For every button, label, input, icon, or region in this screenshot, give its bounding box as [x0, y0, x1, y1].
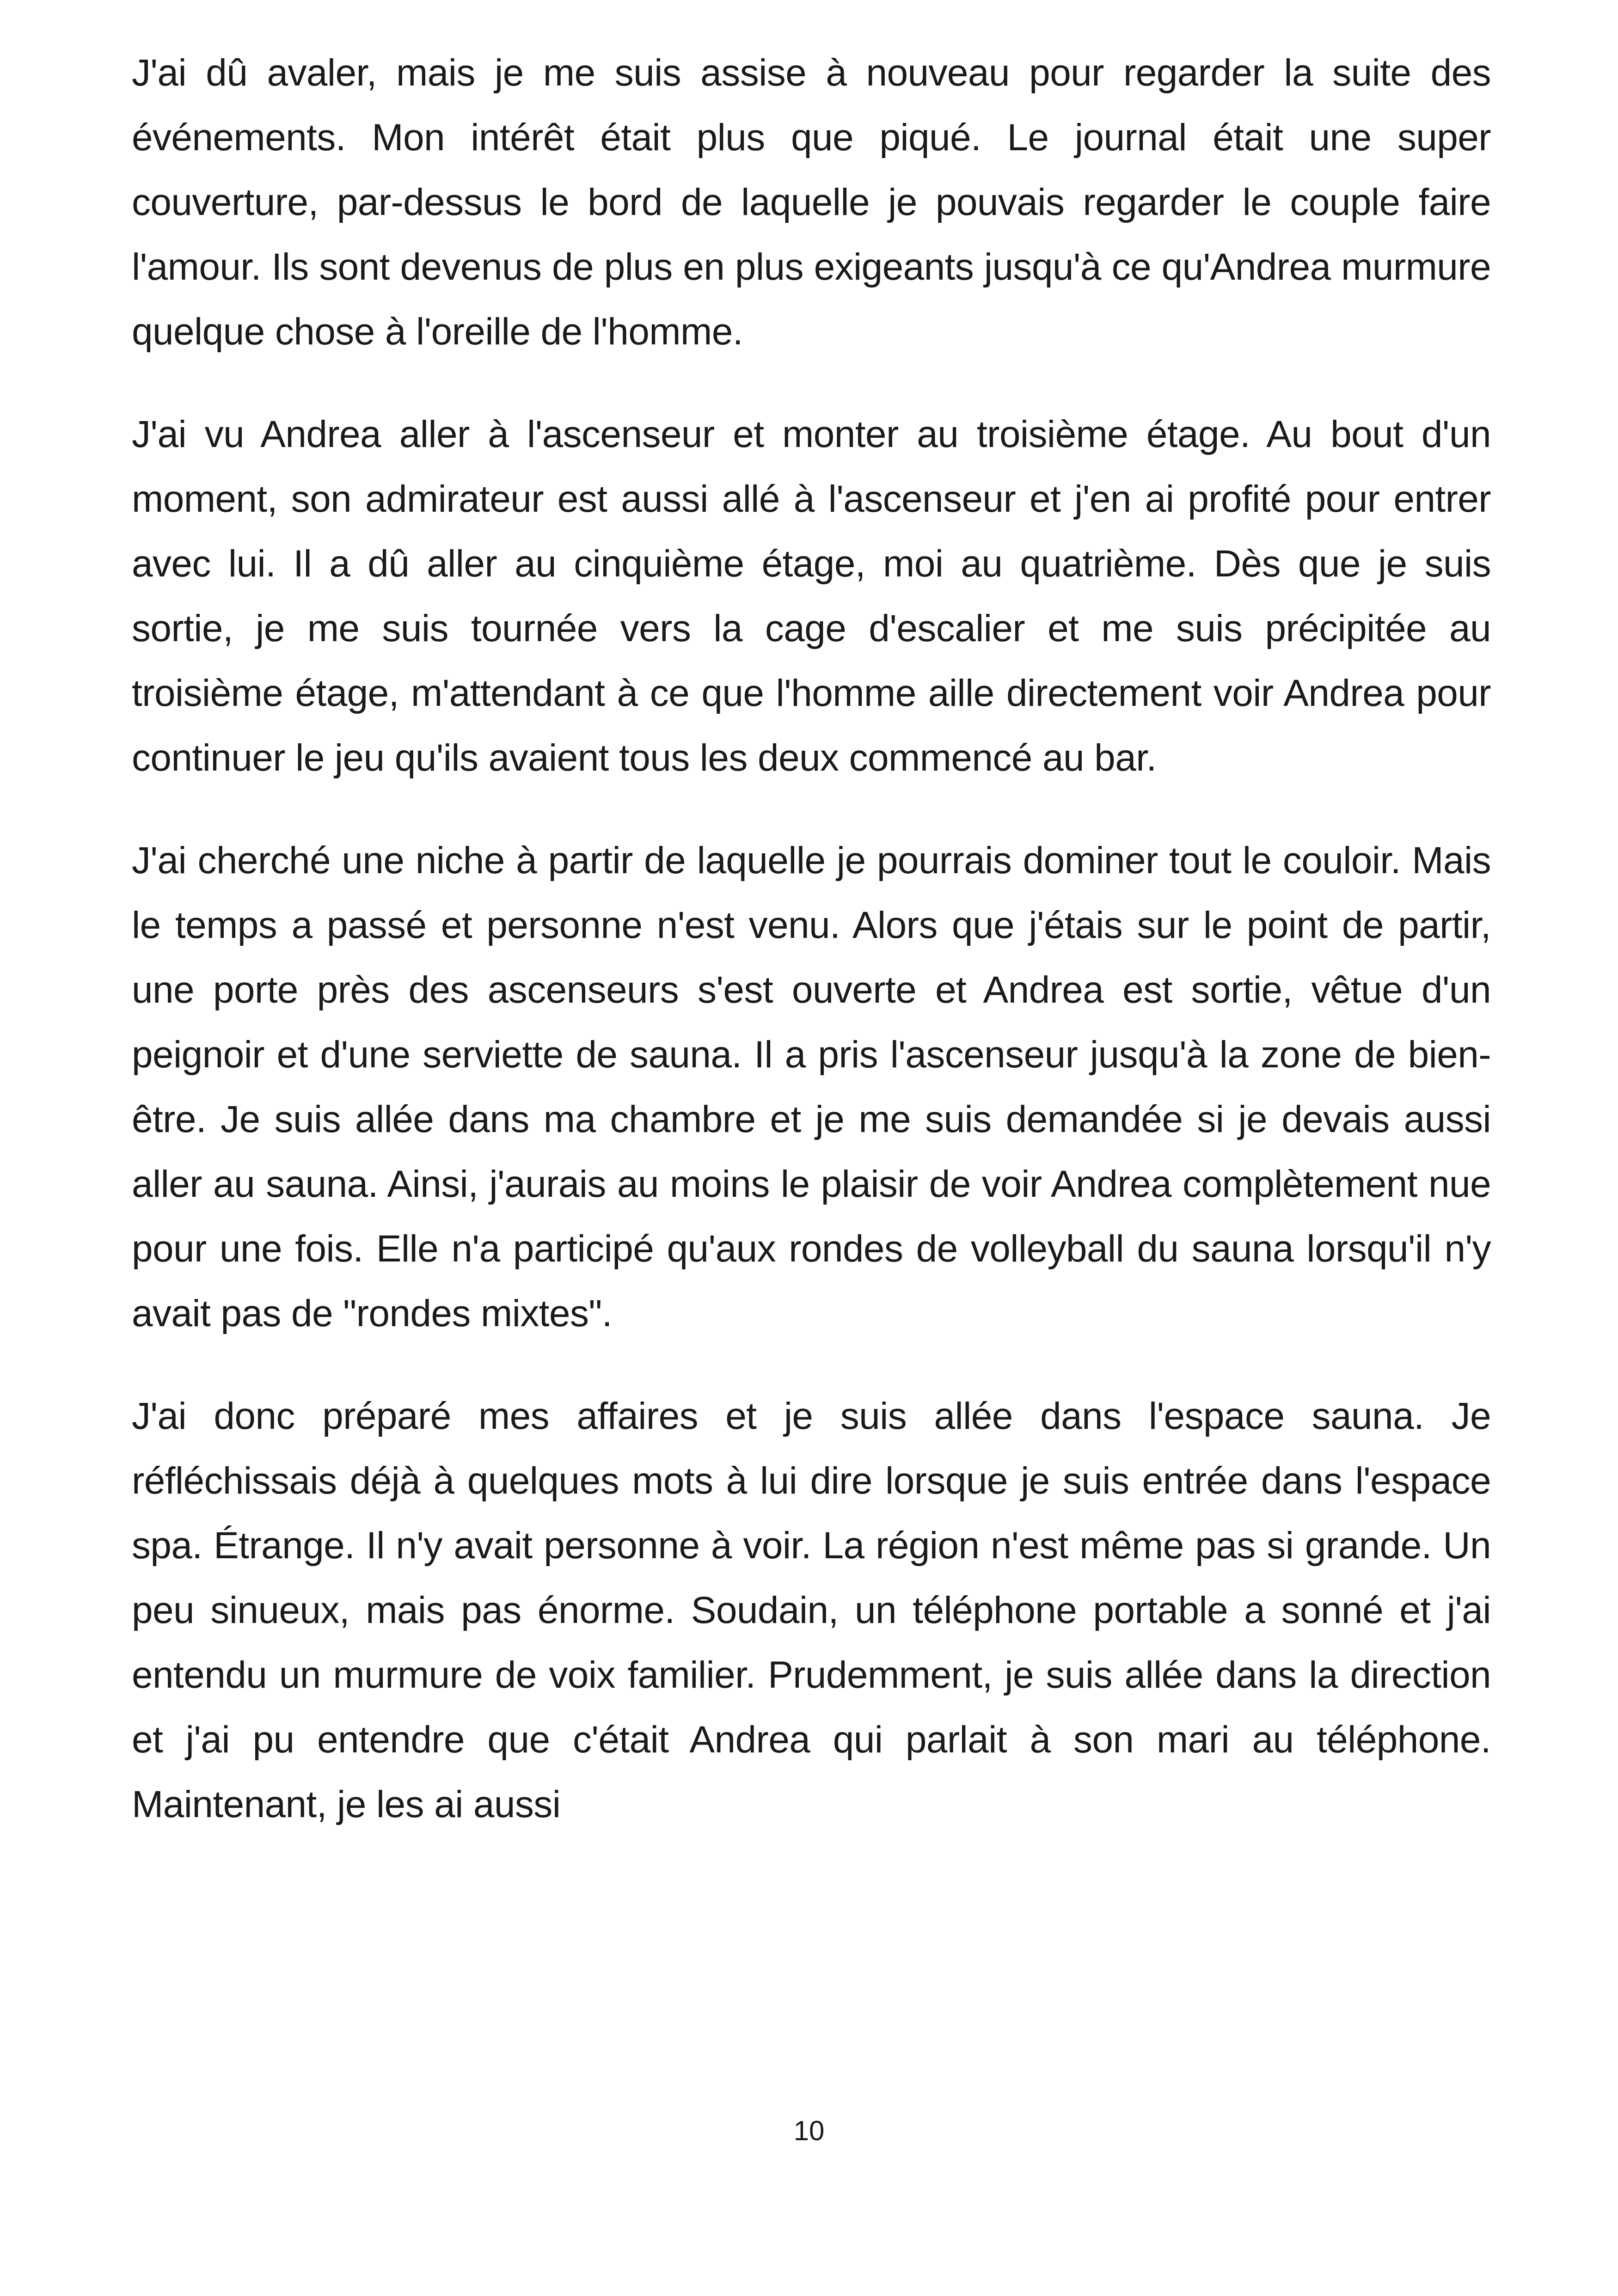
paragraph: J'ai donc préparé mes affaires et je suis allée dans l'espace sauna. Je réfléchissais déjà à quelques mots à lui dire lorsque je suis entrée dans l'espace spa. Étrange. Il n'y avait personne à voir. La région n'est même pas si grande. Un peu sinueux, mais pas énorme. Soudain, un téléphone portable a sonné et j'ai entendu un murmure de voix familier. Prudemment, je suis allée dans la direction et j'ai pu entendre que c'était Andrea qui parlait à son mari au téléphone. Maintenant, je les ai aussi	[132, 1395, 1491, 1825]
paragraph: J'ai vu Andrea aller à l'ascenseur et monter au troisième étage. Au bout d'un moment, son admirateur est aussi allé à l'ascenseur et j'en ai profité pour entrer avec lui. Il a dû aller au cinquième étage, moi au quatrième. Dès que je suis sortie, je me suis tournée vers la cage d'escalier et me suis précipitée au troisième étage, m'attendant à ce que l'homme aille directement voir Andrea pour continuer le jeu qu'ils avaient tous les deux commencé au bar.	[132, 413, 1491, 779]
paragraph: J'ai cherché une niche à partir de laquelle je pourrais dominer tout le couloir. Mais le temps a passé et personne n'est venu. Alors que j'étais sur le point de partir, une porte près des ascenseurs s'est ouverte et Andrea est sortie, vêtue d'un peignoir et d'une serviette de sauna. Il a pris l'ascenseur jusqu'à la zone de bien-être. Je suis allée dans ma chambre et je me suis demandée si je devais aussi aller au sauna. Ainsi, j'aurais au moins le plaisir de voir Andrea complètement nue pour une fois. Elle n'a participé qu'aux rondes de volleyball du sauna lorsqu'il n'y avait pas de "rondes mixtes".	[132, 839, 1491, 1335]
page-number: 10	[793, 2115, 825, 2146]
paragraph: J'ai dû avaler, mais je me suis assise à nouveau pour regarder la suite des événements. Mon intérêt était plus que piqué. Le journal était une super couverture, par-dessus le bord de laquelle je pouvais regarder le couple faire l'amour. Ils sont devenus de plus en plus exigeants jusqu'à ce qu'Andrea murmure quelque chose à l'oreille de l'homme.	[132, 52, 1491, 353]
body-text	[132, 41, 1491, 1875]
